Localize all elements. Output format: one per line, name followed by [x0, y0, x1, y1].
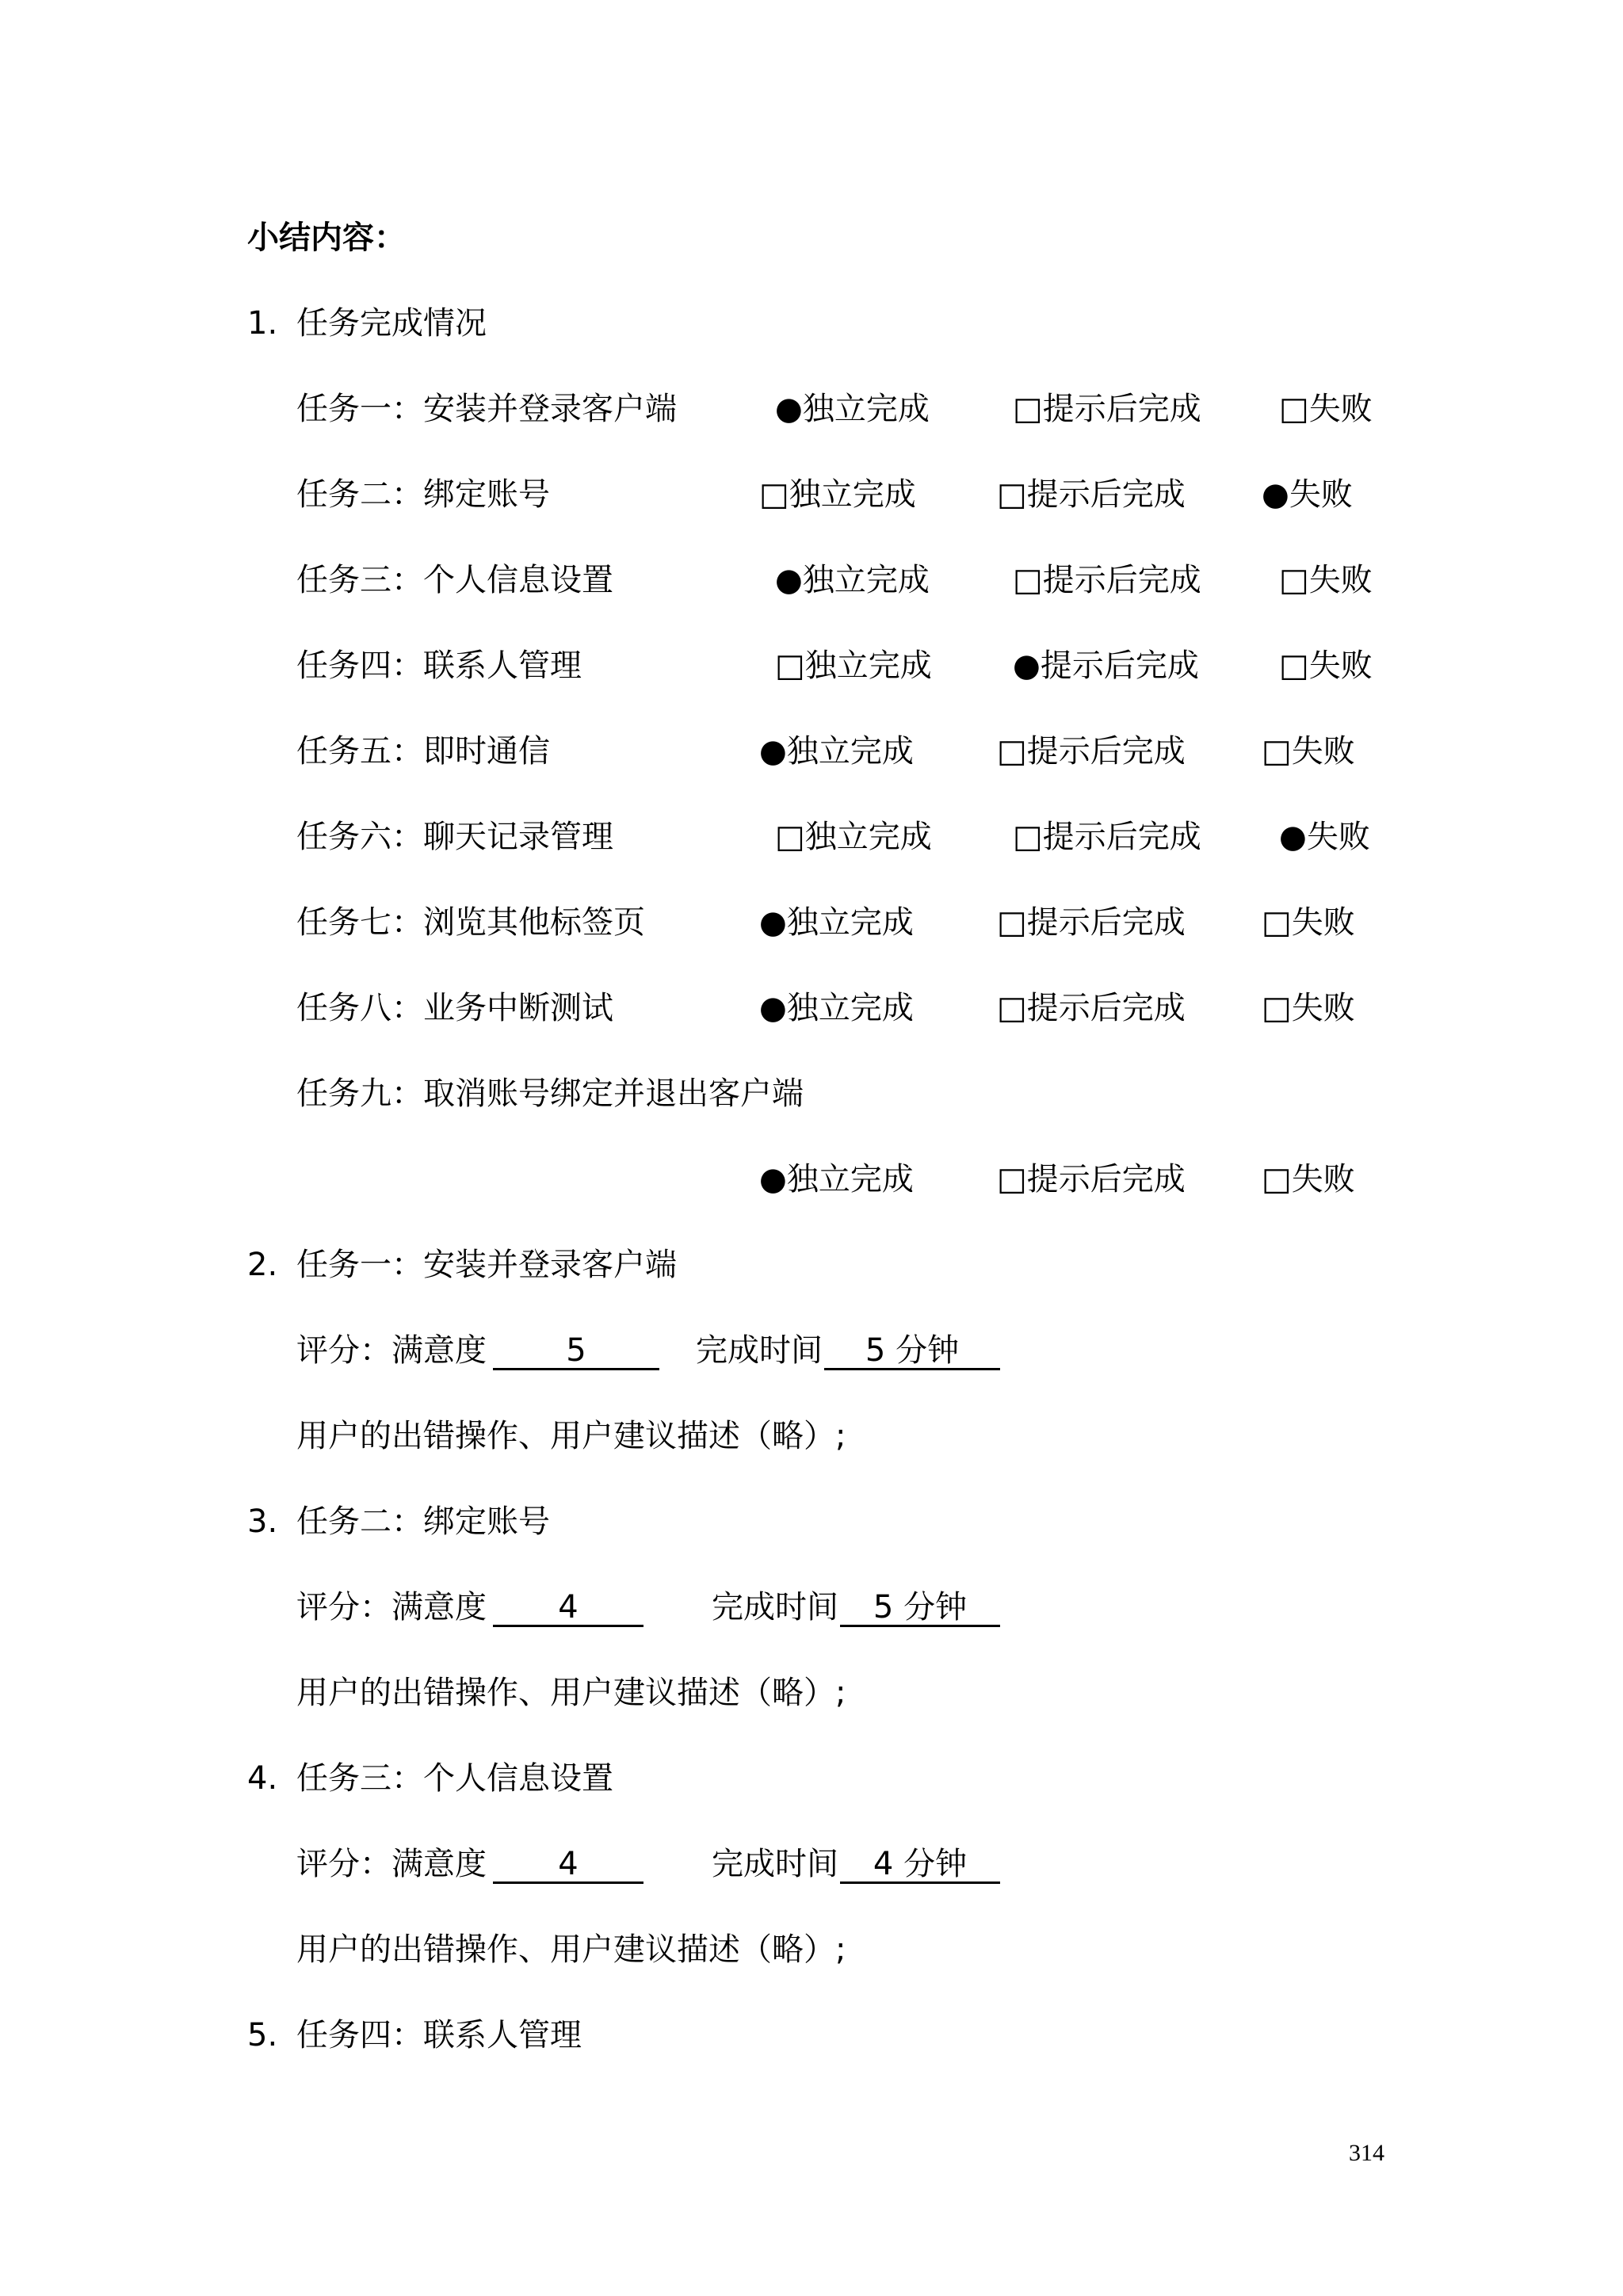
- task-9-name: 任务九：取消账号绑定并退出客户端: [296, 1075, 804, 1112]
- section1-title: 任务完成情况: [296, 305, 487, 342]
- task-8-opt-hinted: [997, 989, 1186, 1027]
- empty-box-icon: □: [997, 1161, 1027, 1198]
- empty-box-icon: □: [997, 990, 1027, 1026]
- page-number: 314: [1349, 2140, 1384, 2166]
- eval-3-time-value: 4 分钟: [840, 1847, 1000, 1884]
- eval-2-score-value: 4: [493, 1590, 643, 1627]
- filled-dot-icon: ●: [775, 391, 803, 427]
- eval-2-score-label: 评分：满意度: [296, 1589, 487, 1626]
- eval-3-time-label: 完成时间: [712, 1846, 838, 1882]
- empty-box-icon: □: [759, 476, 789, 513]
- task-2-opt-independent: [759, 476, 916, 514]
- task-4-name: 任务四：联系人管理: [296, 648, 582, 684]
- task-6-opt-failed: [1279, 818, 1370, 856]
- empty-box-icon: □: [1279, 391, 1309, 427]
- opt-label: 独立完成: [786, 733, 914, 770]
- opt-label: 失败: [1308, 648, 1373, 684]
- opt-label: 独立完成: [789, 476, 916, 513]
- eval-3-score-label: 评分：满意度: [296, 1846, 487, 1882]
- eval-1-number: 2.: [247, 1247, 278, 1283]
- opt-label: 提示后完成: [1026, 904, 1186, 941]
- eval-1-score-field: [493, 1331, 659, 1370]
- opt-label: 独立完成: [804, 819, 932, 855]
- filled-dot-icon: ●: [1279, 819, 1307, 855]
- eval-1-time-value: 5 分钟: [824, 1333, 1000, 1370]
- empty-box-icon: □: [1262, 733, 1292, 770]
- filled-dot-icon: ●: [759, 904, 787, 941]
- task-4-opt-independent: [775, 647, 932, 685]
- opt-label: 失败: [1291, 990, 1355, 1026]
- task-7-opt-hinted: [997, 904, 1186, 942]
- section1-number: 1.: [247, 305, 278, 342]
- filled-dot-icon: ●: [759, 733, 787, 770]
- task-7-name: 任务七：浏览其他标签页: [296, 904, 645, 941]
- task-8-opt-failed: [1262, 989, 1355, 1027]
- empty-box-icon: □: [997, 733, 1027, 770]
- eval-2-title: 任务二：绑定账号: [296, 1503, 550, 1540]
- empty-box-icon: □: [997, 476, 1027, 513]
- task-5-name: 任务五：即时通信: [296, 733, 550, 770]
- eval-2-time-label: 完成时间: [712, 1589, 838, 1626]
- empty-box-icon: □: [1013, 562, 1043, 598]
- eval-3-score-value: 4: [493, 1847, 643, 1884]
- task-4-opt-hinted: [1013, 647, 1199, 685]
- filled-dot-icon: ●: [1013, 648, 1041, 684]
- eval-2-note: 用户的出错操作、用户建议描述（略）;: [296, 1675, 846, 1711]
- opt-label: 失败: [1291, 733, 1355, 770]
- task-9-opt-independent: [759, 1160, 914, 1198]
- task-1-opt-independent: [775, 390, 930, 428]
- opt-label: 提示后完成: [1026, 990, 1186, 1026]
- task-5-opt-independent: [759, 732, 914, 770]
- opt-label: 失败: [1291, 904, 1355, 941]
- opt-label: 失败: [1291, 1161, 1355, 1198]
- task-4-opt-failed: [1279, 647, 1373, 685]
- empty-box-icon: □: [775, 648, 805, 684]
- opt-label: 提示后完成: [1026, 1161, 1186, 1198]
- opt-label: 独立完成: [786, 1161, 914, 1198]
- empty-box-icon: □: [1013, 819, 1043, 855]
- opt-label: 失败: [1306, 819, 1370, 855]
- eval-1-title: 任务一：安装并登录客户端: [296, 1247, 677, 1283]
- filled-dot-icon: ●: [1262, 476, 1289, 513]
- opt-label: 提示后完成: [1042, 391, 1201, 427]
- empty-box-icon: □: [1262, 990, 1292, 1026]
- opt-label: 失败: [1308, 391, 1373, 427]
- eval-2-score-field: [493, 1588, 643, 1627]
- eval-1-score-value: 5: [493, 1333, 659, 1370]
- eval-3-time-field: [840, 1845, 1000, 1884]
- task-3-opt-failed: [1279, 561, 1373, 599]
- opt-label: 提示后完成: [1026, 476, 1186, 513]
- task-1-opt-failed: [1279, 390, 1373, 428]
- opt-label: 提示后完成: [1026, 733, 1186, 770]
- empty-box-icon: □: [997, 904, 1027, 941]
- opt-label: 独立完成: [802, 562, 930, 598]
- opt-label: 独立完成: [804, 648, 932, 684]
- task-1-opt-hinted: [1013, 390, 1201, 428]
- empty-box-icon: □: [1279, 562, 1309, 598]
- task-5-opt-hinted: [997, 732, 1186, 770]
- eval-3-note: 用户的出错操作、用户建议描述（略）;: [296, 1931, 846, 1968]
- eval-2-time-field: [840, 1588, 1000, 1627]
- task-7-opt-failed: [1262, 904, 1355, 942]
- task-2-name: 任务二：绑定账号: [296, 476, 550, 513]
- task-5-opt-failed: [1262, 732, 1355, 770]
- empty-box-icon: □: [1262, 904, 1292, 941]
- eval-3-score-field: [493, 1845, 643, 1884]
- task-1-name: 任务一：安装并登录客户端: [296, 391, 677, 427]
- eval-3-number: 4.: [247, 1760, 278, 1797]
- eval-4-number: 5.: [247, 2017, 278, 2053]
- opt-label: 失败: [1289, 476, 1353, 513]
- empty-box-icon: □: [1279, 648, 1309, 684]
- task-6-name: 任务六：聊天记录管理: [296, 819, 613, 855]
- eval-2-time-value: 5 分钟: [840, 1590, 1000, 1627]
- eval-1-time-label: 完成时间: [696, 1332, 823, 1369]
- filled-dot-icon: ●: [775, 562, 803, 598]
- summary-heading: 小结内容：: [247, 220, 406, 256]
- eval-2-number: 3.: [247, 1503, 278, 1540]
- task-9-opt-hinted: [997, 1160, 1186, 1198]
- eval-1-note: 用户的出错操作、用户建议描述（略）;: [296, 1418, 846, 1454]
- task-3-opt-hinted: [1013, 561, 1201, 599]
- filled-dot-icon: ●: [759, 990, 787, 1026]
- task-9-opt-failed: [1262, 1160, 1355, 1198]
- task-7-opt-independent: [759, 904, 914, 942]
- task-3-name: 任务三：个人信息设置: [296, 562, 613, 598]
- opt-label: 独立完成: [802, 391, 930, 427]
- eval-4-title: 任务四：联系人管理: [296, 2017, 582, 2053]
- opt-label: 失败: [1308, 562, 1373, 598]
- task-8-opt-independent: [759, 989, 914, 1027]
- opt-label: 提示后完成: [1042, 562, 1201, 598]
- filled-dot-icon: ●: [759, 1161, 787, 1198]
- eval-3-title: 任务三：个人信息设置: [296, 1760, 613, 1797]
- empty-box-icon: □: [1013, 391, 1043, 427]
- opt-label: 提示后完成: [1040, 648, 1199, 684]
- task-3-opt-independent: [775, 561, 930, 599]
- task-2-opt-failed: [1262, 476, 1353, 514]
- opt-label: 独立完成: [786, 990, 914, 1026]
- task-2-opt-hinted: [997, 476, 1186, 514]
- task-6-opt-hinted: [1013, 818, 1201, 856]
- eval-1-score-label: 评分：满意度: [296, 1332, 487, 1369]
- opt-label: 独立完成: [786, 904, 914, 941]
- task-8-name: 任务八：业务中断测试: [296, 990, 613, 1026]
- task-6-opt-independent: [775, 818, 932, 856]
- empty-box-icon: □: [1262, 1161, 1292, 1198]
- eval-1-time-field: [824, 1331, 1000, 1370]
- empty-box-icon: □: [775, 819, 805, 855]
- opt-label: 提示后完成: [1042, 819, 1201, 855]
